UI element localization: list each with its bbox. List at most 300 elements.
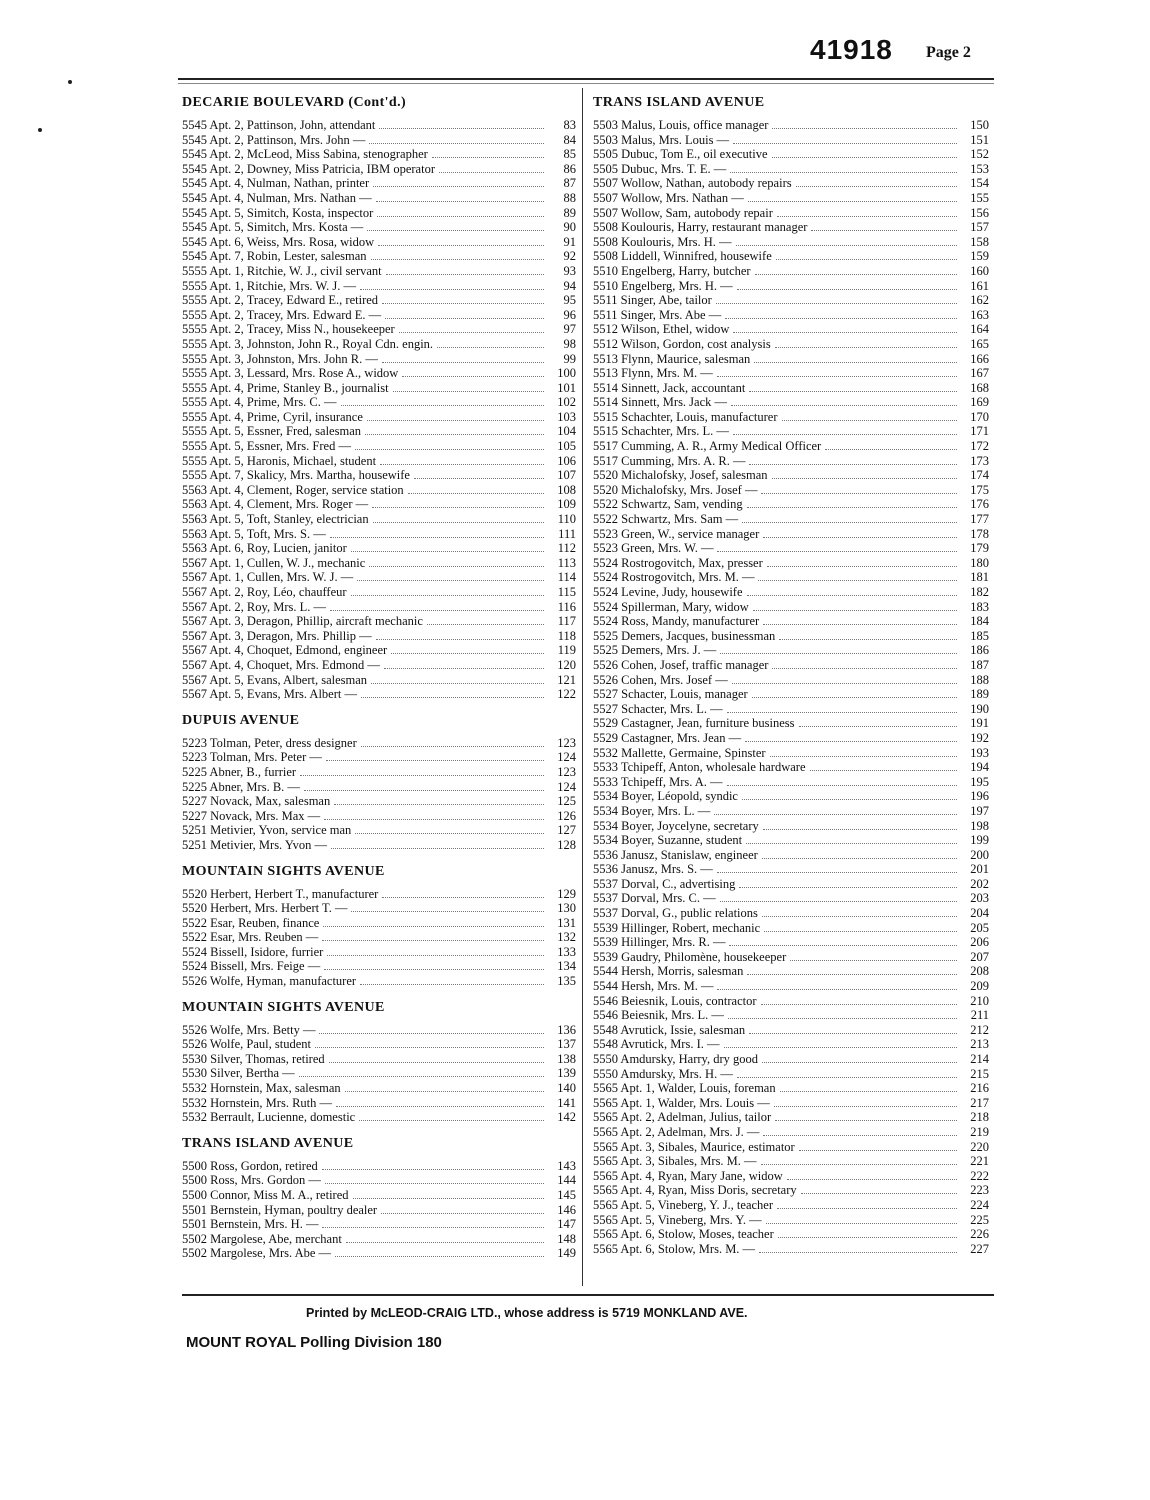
entry-text: 5555 Apt. 4, Prime, Mrs. C. — [182,395,337,410]
list-item [182,1159,576,1174]
dot-leader [369,133,544,144]
list-item [182,1246,576,1261]
entry-number: 154 [970,176,989,191]
dot-leader [801,1183,957,1194]
list-item [182,765,576,780]
list-item [182,556,576,571]
dot-leader [386,264,544,275]
entry-text: 5555 Apt. 7, Skalicy, Mrs. Martha, housewife [182,468,410,483]
dot-leader [334,794,544,805]
dot-leader [331,838,544,849]
list-item [593,789,989,804]
dot-leader [764,921,957,932]
entry-number: 156 [970,205,989,220]
dot-leader [373,512,544,523]
entry-number: 193 [970,745,989,760]
entry-text: 5529 Castagner, Mrs. Jean — [593,730,742,745]
dot-leader [329,1052,544,1063]
dot-leader [377,206,544,217]
entry-number: 179 [970,541,989,556]
entry-number: 158 [970,234,989,249]
dot-leader [300,765,544,776]
entry-number: 124 [557,750,576,765]
list-item [593,424,989,439]
entry-number: 214 [970,1052,989,1066]
entry-text: 5536 Janusz, Mrs. S. — [593,862,713,877]
dot-leader [739,877,957,888]
list-item [182,279,576,294]
entry-text: 5545 Apt. 5, Simitch, Mrs. Kosta — [182,220,364,235]
dot-leader [324,959,544,970]
list-item [593,731,989,746]
entry-text: 5545 Apt. 2, Pattinson, Mrs. John — [182,132,366,147]
entry-text: 5517 Cumming, A. R., Army Medical Officer [593,439,822,454]
entry-text: 5539 Hillinger, Robert, mechanic [593,920,761,935]
entry-text: 5565 Apt. 2, Adelman, Mrs. J. — [593,1124,760,1139]
dot-leader [747,497,957,508]
list-item [182,930,576,945]
entry-number: 219 [970,1124,989,1139]
section-title: MOUNTAIN SIGHTS AVENUE [182,863,385,879]
entry-number: 194 [970,760,989,775]
dot-leader [737,1067,957,1078]
entry-text: 5513 Flynn, Mrs. M. — [593,366,713,381]
entry-text: 5512 Wilson, Gordon, cost analysis [593,336,771,351]
bottom-divider [182,1294,994,1296]
entry-text: 5501 Bernstein, Mrs. H. — [182,1217,319,1232]
entry-text: 5223 Tolman, Peter, dress designer [182,735,357,750]
dot-leader [324,809,544,820]
entry-text: 5567 Apt. 2, Roy, Léo, chauffeur [182,585,347,599]
dot-leader [345,1081,544,1092]
entry-number: 132 [557,930,576,945]
entry-text: 5555 Apt. 3, Lessard, Mrs. Rose A., widow [182,366,399,381]
dot-leader [766,1213,957,1224]
dot-leader [330,600,544,611]
entry-number: 196 [970,789,989,804]
list-item [182,823,576,838]
list-item [593,1169,989,1184]
dot-leader [385,308,544,319]
dot-leader [737,279,957,290]
entry-number: 161 [970,278,989,293]
entry-number: 146 [557,1202,576,1217]
list-item [182,410,576,425]
entry-text: 5565 Apt. 2, Adelman, Julius, tailor [593,1110,772,1125]
list-item [593,964,989,979]
entry-text: 5507 Wollow, Nathan, autobody repairs [593,176,792,191]
dot-leader [754,352,957,363]
list-item [593,833,989,848]
entry-text: 5503 Malus, Louis, office manager [593,118,769,132]
entry-text: 5545 Apt. 2, Downey, Miss Patricia, IBM operator [182,161,435,176]
dot-leader [371,249,544,260]
dot-leader [304,780,544,791]
list-item [593,1140,989,1155]
entry-number: 191 [970,716,989,731]
dot-leader [391,643,544,654]
entry-number: 106 [557,453,576,468]
entry-text: 5520 Herbert, Mrs. Herbert T. — [182,901,348,916]
entry-text: 5565 Apt. 1, Walder, Louis, foreman [593,1081,776,1096]
entry-number: 153 [970,161,989,176]
entry-number: 117 [557,614,576,629]
dot-leader [315,1037,544,1048]
list-item [593,1110,989,1125]
list-item [593,760,989,775]
polling-division-title: MOUNT ROYAL Polling Division 180 [186,1334,442,1351]
entry-text: 5545 Apt. 2, McLeod, Miss Sabina, stenographer [182,147,428,162]
entry-number: 174 [970,468,989,483]
dot-leader [728,1008,957,1019]
page-label: Page 2 [926,44,971,61]
dot-leader [327,945,544,956]
entry-number: 190 [970,701,989,716]
right-column [593,92,989,1256]
entry-text: 5565 Apt. 6, Stolow, Mrs. M. — [593,1241,756,1256]
list-item [593,643,989,658]
dot-leader [763,819,957,830]
entry-number: 126 [557,808,576,823]
entry-number: 150 [970,118,989,132]
list-item [182,780,576,795]
list-item [593,1037,989,1052]
entry-number: 178 [970,526,989,541]
dot-leader [775,337,957,348]
dot-leader [767,556,957,567]
list-item [593,410,989,425]
entry-text: 5534 Boyer, Suzanne, student [593,833,743,848]
entry-text: 5524 Levine, Judy, housewife [593,585,743,599]
list-item [182,1096,576,1111]
dot-leader [714,804,957,815]
entry-number: 164 [970,322,989,337]
entry-number: 192 [970,730,989,745]
list-item [593,1242,989,1257]
entry-number: 112 [557,541,576,556]
dot-leader [763,614,957,625]
entry-number: 102 [557,395,576,410]
entry-text: 5539 Gaudry, Philomène, housekeeper [593,949,787,964]
entry-number: 200 [970,847,989,862]
list-item [593,133,989,148]
dot-leader [716,293,957,304]
list-item [182,614,576,629]
list-item [182,541,576,556]
entry-number: 199 [970,833,989,848]
dot-leader [780,1081,957,1092]
list-item [593,848,989,863]
entry-number: 107 [557,468,576,483]
dot-leader [326,750,544,761]
list-item [182,337,576,352]
entry-text: 5555 Apt. 4, Prime, Stanley B., journalist [182,380,389,395]
entry-number: 98 [563,336,576,351]
dot-leader [799,716,957,727]
list-item [593,439,989,454]
dot-leader [439,162,544,173]
entry-text: 5500 Connor, Miss M. A., retired [182,1188,349,1202]
list-item [182,736,576,751]
entry-text: 5565 Apt. 6, Stolow, Moses, teacher [593,1227,774,1242]
column-divider [582,88,583,1286]
dot-leader [357,570,544,581]
entry-text: 5567 Apt. 1, Cullen, Mrs. W. J. — [182,570,354,585]
entry-text: 5533 Tchipeff, Anton, wholesale hardware [593,760,806,775]
entry-number: 165 [970,336,989,351]
list-item [182,1023,576,1038]
dot-leader [775,1110,957,1121]
entry-number: 131 [557,915,576,930]
entry-text: 5529 Castagner, Jean, furniture business [593,716,795,731]
dot-leader [747,964,957,975]
entry-number: 188 [970,672,989,687]
dot-leader [381,1203,544,1214]
list-item [182,570,576,585]
list-item [182,585,576,600]
entry-text: 5526 Wolfe, Mrs. Betty — [182,1022,316,1037]
dot-leader [382,293,544,304]
entry-text: 5563 Apt. 4, Clement, Mrs. Roger — [182,497,369,512]
list-item [593,1183,989,1198]
list-item [182,838,576,853]
entry-text: 5524 Rostrogovitch, Mrs. M. — [593,570,755,585]
dot-leader [717,979,957,990]
entry-number: 115 [557,585,576,599]
list-item [182,1110,576,1125]
entry-number: 111 [558,526,576,541]
entry-number: 173 [970,453,989,468]
entry-number: 125 [557,794,576,809]
dot-leader [748,191,957,202]
entry-text: 5525 Demers, Jacques, businessman [593,628,776,643]
entry-number: 129 [557,886,576,901]
list-item [593,804,989,819]
entry-number: 100 [557,366,576,381]
dot-leader [427,614,544,625]
entry-text: 5544 Hersh, Mrs. M. — [593,979,714,994]
list-item [182,512,576,527]
entry-number: 195 [970,774,989,789]
dot-leader [733,322,957,333]
entry-text: 5555 Apt. 4, Prime, Cyril, insurance [182,409,363,424]
dot-leader [361,736,544,747]
entry-text: 5525 Demers, Mrs. J. — [593,643,717,658]
list-item [593,1198,989,1213]
entry-number: 197 [970,803,989,818]
dot-leader [772,147,957,158]
list-item [593,906,989,921]
entry-number: 140 [557,1081,576,1096]
list-item [593,337,989,352]
list-item [593,454,989,469]
entry-number: 83 [563,118,576,132]
dot-leader [787,1169,957,1180]
list-item [593,658,989,673]
dot-leader [717,862,957,873]
list-item [182,133,576,148]
entry-text: 5567 Apt. 1, Cullen, W. J., mechanic [182,555,366,570]
dot-leader [414,468,544,479]
dot-leader [761,994,957,1005]
dot-leader [729,935,957,946]
entry-number: 155 [970,190,989,205]
entry-text: 5227 Novack, Mrs. Max — [182,808,321,823]
entry-text: 5534 Boyer, Mrs. L. — [593,803,711,818]
list-item [182,308,576,323]
entry-text: 5513 Flynn, Maurice, salesman [593,351,751,366]
entry-text: 5567 Apt. 3, Deragon, Phillip, aircraft mechanic [182,614,423,629]
entry-number: 145 [557,1188,576,1202]
entry-number: 144 [557,1173,576,1188]
entry-text: 5563 Apt. 5, Toft, Stanley, electrician [182,512,369,527]
dot-leader [353,1188,544,1199]
list-item [593,570,989,585]
list-item [182,147,576,162]
entry-text: 5508 Koulouris, Mrs. H. — [593,234,732,249]
entry-number: 109 [557,497,576,512]
entry-text: 5567 Apt. 5, Evans, Albert, salesman [182,672,368,687]
dot-leader [747,585,957,596]
list-item [182,176,576,191]
entry-number: 208 [970,964,989,979]
entry-text: 5555 Apt. 5, Haronis, Michael, student [182,453,377,468]
entry-text: 5567 Apt. 2, Roy, Mrs. L. — [182,599,326,614]
entry-text: 5500 Ross, Gordon, retired [182,1158,318,1173]
entry-text: 5563 Apt. 5, Toft, Mrs. S. — [182,526,326,541]
entry-text: 5225 Abner, Mrs. B. — [182,779,300,794]
list-item [182,794,576,809]
entry-number: 124 [557,779,576,794]
list-item [593,249,989,264]
list-item [182,366,576,381]
list-item [182,162,576,177]
entry-number: 122 [557,687,576,702]
dot-leader [378,235,544,246]
entry-number: 121 [557,672,576,687]
entry-number: 169 [970,395,989,410]
entry-text: 5526 Cohen, Mrs. Josef — [593,672,728,687]
entry-number: 180 [970,555,989,570]
entry-number: 160 [970,263,989,278]
top-divider-thin [178,83,994,84]
entry-number: 182 [970,585,989,599]
dot-leader [732,673,957,684]
list-item [593,220,989,235]
entry-number: 147 [557,1217,576,1232]
list-item [593,1052,989,1067]
entry-text: 5567 Apt. 5, Evans, Mrs. Albert — [182,687,357,702]
list-item [182,1203,576,1218]
entry-text: 5555 Apt. 3, Johnston, Mrs. John R. — [182,351,378,366]
list-item [593,1067,989,1082]
list-item [182,235,576,250]
list-item [182,468,576,483]
dot-leader [782,410,957,421]
dot-leader [758,570,957,581]
dot-leader [380,454,544,465]
dot-leader [742,789,957,800]
list-item [593,746,989,761]
entry-number: 198 [970,818,989,833]
list-item [593,673,989,688]
list-item [182,959,576,974]
entry-number: 110 [557,512,576,527]
entry-text: 5526 Wolfe, Hyman, manufacturer [182,974,357,989]
list-item [182,381,576,396]
dot-leader [825,439,957,450]
list-item [182,600,576,615]
dot-leader [376,629,544,640]
entry-text: 5225 Abner, B., furrier [182,764,297,779]
entry-text: 5522 Schwartz, Sam, vending [593,497,743,512]
dot-leader [365,424,544,435]
entry-number: 189 [970,687,989,702]
dot-leader [408,483,544,494]
entry-number: 130 [557,901,576,916]
list-item [593,483,989,498]
list-item [182,887,576,902]
dot-leader [753,600,957,611]
entry-text: 5508 Liddell, Winnifred, housewife [593,249,772,264]
entry-number: 204 [970,906,989,921]
list-item [182,673,576,688]
entry-text: 5545 Apt. 4, Nulman, Nathan, printer [182,176,370,191]
entry-text: 5503 Malus, Mrs. Louis — [593,132,730,147]
entry-text: 5522 Schwartz, Mrs. Sam — [593,512,739,527]
dot-leader [779,629,957,640]
list-item [182,352,576,367]
list-item [182,527,576,542]
entry-number: 202 [970,876,989,891]
list-item [593,687,989,702]
entry-number: 183 [970,599,989,614]
entry-number: 216 [970,1081,989,1096]
entry-text: 5251 Metivier, Mrs. Yvon — [182,837,327,852]
list-item [593,629,989,644]
entry-number: 149 [557,1246,576,1261]
entry-number: 181 [970,570,989,585]
entry-number: 103 [557,409,576,424]
entry-number: 167 [970,366,989,381]
list-item [593,352,989,367]
list-item [182,191,576,206]
entry-number: 215 [970,1066,989,1081]
dot-leader [437,337,544,348]
entry-text: 5567 Apt. 4, Choquet, Mrs. Edmond — [182,657,380,672]
entry-number: 108 [557,482,576,497]
list-item [593,527,989,542]
list-item [593,1023,989,1038]
dot-leader [772,658,957,669]
list-item [593,1227,989,1242]
entry-text: 5555 Apt. 2, Tracey, Edward E., retired [182,293,379,308]
dot-leader [731,395,957,406]
dot-leader [755,264,957,275]
entry-text: 5555 Apt. 3, Johnston, John R., Royal Cdn. engin. [182,336,434,351]
list-item [593,395,989,410]
dot-leader [742,512,957,523]
list-item [593,702,989,717]
dot-leader [299,1066,544,1077]
entry-number: 123 [557,735,576,750]
list-item [593,950,989,965]
list-item [182,293,576,308]
document-number: 41918 [810,34,893,65]
dot-leader [770,746,957,757]
entry-text: 5510 Engelberg, Mrs. H. — [593,278,733,293]
dot-leader [796,176,957,187]
